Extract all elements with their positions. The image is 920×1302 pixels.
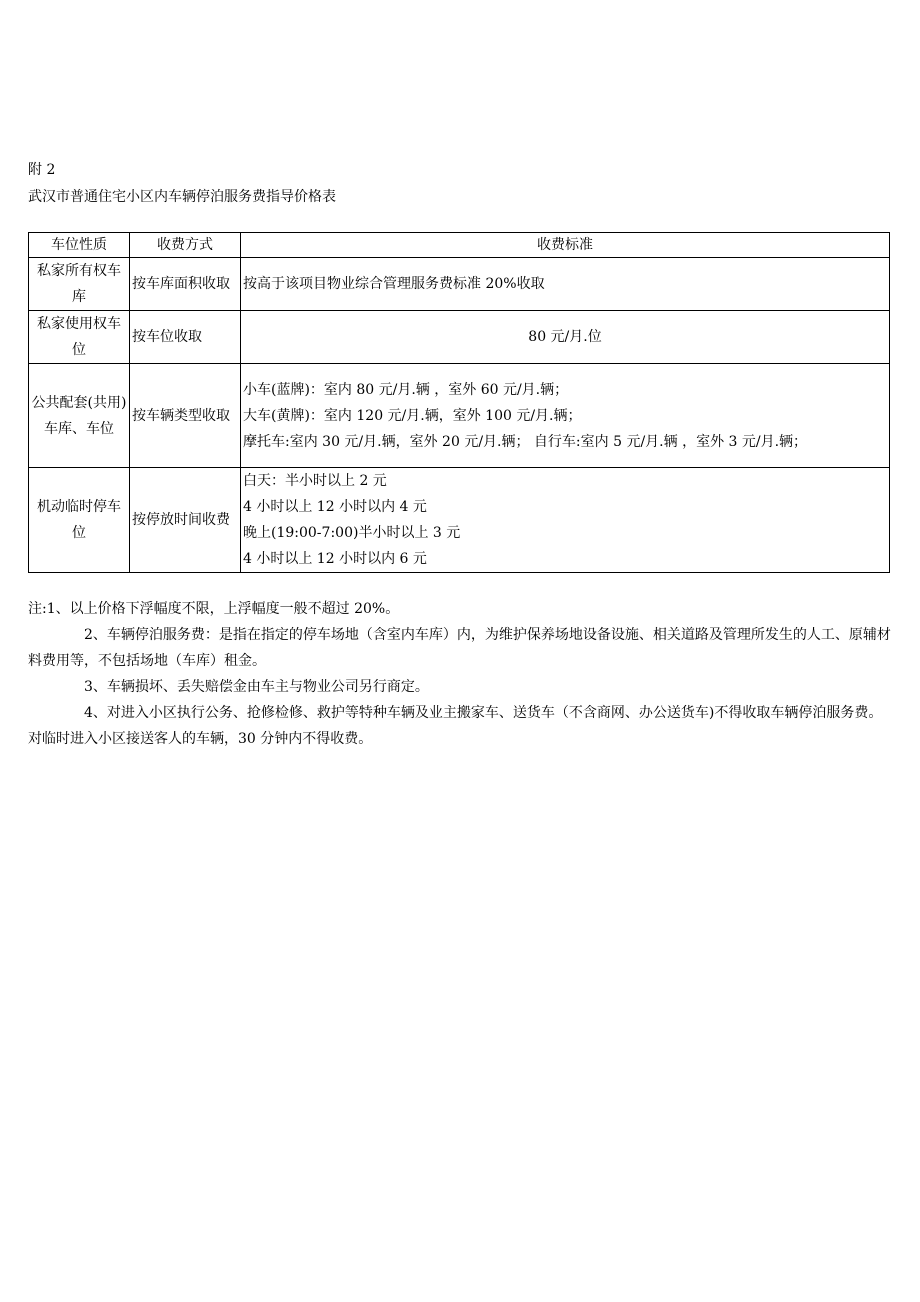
standard-line: 晚上(19:00-7:00)半小时以上 3 元 xyxy=(243,525,461,541)
note-item: 2、车辆停泊服务费：是指在指定的停车场地（含室内车库）内，为维护保养场地设备设施、相关道路及管理所发生的人工、原辅材料费用等，不包括场地（车库）租金。 xyxy=(28,627,891,669)
header-cell: 收费标准 xyxy=(241,233,890,258)
standard-line: 80 元/月.位 xyxy=(528,329,602,345)
standard-line: 按高于该项目物业综合管理服务费标准 20%收取 xyxy=(243,276,545,292)
notes-section xyxy=(28,596,894,752)
standard-line: 白天：半小时以上 2 元 xyxy=(243,473,387,489)
parking-type-cell: 公共配套(共用)车库、车位 xyxy=(29,364,130,468)
charge-method-cell: 按停放时间收费 xyxy=(130,468,241,573)
standard-line: 大车(黄牌)：室内 120 元/月.辆，室外 100 元/月.辆； xyxy=(243,407,582,424)
standard-line: 摩托车:室内 30 元/月.辆，室外 20 元/月.辆； 自行车:室内 5 元/月.辆 ，室外 3 元/月.辆； xyxy=(243,433,808,450)
document-title: 武汉市普通住宅小区内车辆停泊服务费指导价格表 xyxy=(28,189,336,205)
charge-method-cell: 按车位收取 xyxy=(130,311,241,364)
note-item: 注:1、以上价格下浮幅度不限，上浮幅度一般不超过 20%。 xyxy=(28,601,400,617)
table-row xyxy=(29,364,890,468)
standard-line: 4 小时以上 12 小时以内 6 元 xyxy=(243,551,427,567)
table-row xyxy=(29,258,890,311)
charge-method-cell: 按车辆类型收取 xyxy=(130,364,241,468)
note-item: 3、车辆损坏、丢失赔偿金由车主与物业公司另行商定。 xyxy=(84,679,429,695)
charge-standard-cell xyxy=(241,258,890,311)
standard-line: 4 小时以上 12 小时以内 4 元 xyxy=(243,499,427,515)
attachment-label: 附 2 xyxy=(28,162,56,178)
charge-standard-cell xyxy=(241,311,890,364)
table-row xyxy=(29,468,890,573)
header-cell: 车位性质 xyxy=(29,233,130,258)
header-cell: 收费方式 xyxy=(130,233,241,258)
table-row xyxy=(29,311,890,364)
charge-method-cell: 按车库面积收取 xyxy=(130,258,241,311)
fee-table xyxy=(28,232,890,573)
parking-type-cell: 私家所有权车库 xyxy=(29,258,130,311)
charge-standard-cell xyxy=(241,468,890,573)
standard-line: 小车(蓝牌)：室内 80 元/月.辆 ，室外 60 元/月.辆； xyxy=(243,381,569,398)
parking-type-cell: 私家使用权车位 xyxy=(29,311,130,364)
parking-type-cell: 机动临时停车位 xyxy=(29,468,130,573)
note-item: 4、对进入小区执行公务、抢修检修、救护等特种车辆及业主搬家车、送货车（不含商网、办公送货车)不得收取车辆停泊服务费。对临时进入小区接送客人的车辆，30 分钟内不得收费。 xyxy=(28,705,883,747)
table-header-row xyxy=(29,233,890,258)
charge-standard-cell xyxy=(241,364,890,468)
